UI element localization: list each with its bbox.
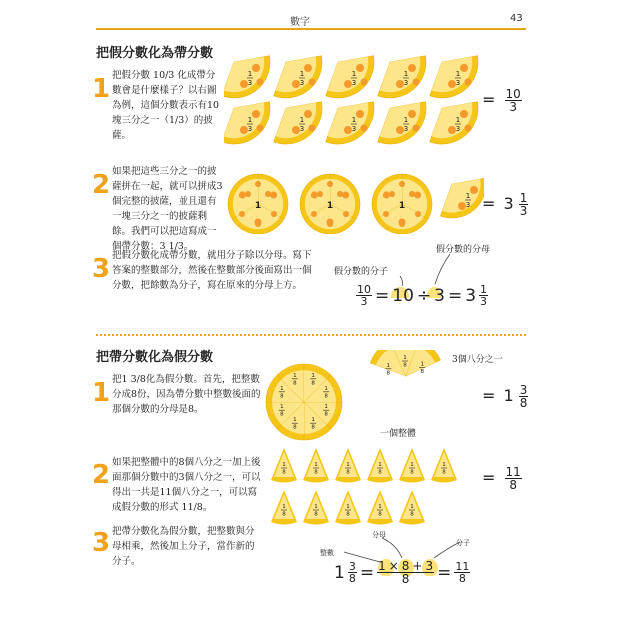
third-slice [378,102,426,144]
step-1-number: 1 [92,378,111,408]
dividend: 10 [392,285,414,306]
third-slice [326,56,374,98]
numerator: 10 [357,283,371,296]
step-3-text: 把假分數化成帶分數，就用分子除以分母。寫下答案的整數部分，然後在整數部分後面寫出一個分數，把餘數為分子，寫在原來的分母上方。 [112,250,312,291]
pepperoni [413,125,420,132]
eighth-slice [271,448,297,483]
equals-sign: = [375,285,390,306]
pepperoni [361,125,368,132]
slice-numerator: 1 [282,504,286,510]
eighth-slice [399,448,425,483]
fraction-three-eighths [519,384,529,409]
equals-sign: = [437,562,452,583]
equals-sign: = [482,90,496,109]
step-2-text: 如果把這些三分之一的披薩拼在一起，就可以拼成3個完整的披薩，並且還有一塊三分之一的披薩剩餘。我們可以把這寫成一個帶分數：3 1/3。 [112,166,223,252]
whole-label: 1 [254,201,262,211]
slice-denominator: 8 [314,469,318,476]
third-slice [378,56,426,98]
eighth-slice [367,448,393,483]
slice-numerator: 1 [346,504,350,510]
pepperoni [255,221,261,227]
slice-denominator: 3 [247,79,253,87]
third-slice [224,102,270,144]
slice-denominator: 3 [299,125,305,133]
pepperoni [252,110,260,118]
slice-numerator: 1 [351,70,357,78]
slice-denominator: 8 [293,424,297,431]
pepperoni [460,110,468,118]
pepperoni [270,192,277,199]
slice-numerator: 1 [247,70,253,78]
slice-denominator: 3 [403,125,409,133]
whole-factor: 1 [378,559,386,573]
slice-numerator: 1 [314,504,318,510]
equals-eleven-eighths [482,466,522,491]
fraction-one-third [519,192,529,217]
fraction-three-eighths [348,561,357,584]
slice-numerator: 1 [324,404,328,411]
slice-denominator: 8 [346,511,350,518]
slice-denominator: 8 [324,411,328,418]
step-3-number: 3 [92,254,111,284]
slice-denominator: 8 [386,370,391,377]
slice-denominator: 8 [346,469,350,476]
step-1-number: 1 [92,74,111,104]
numerator: 11 [455,560,470,573]
step-2-number: 2 [92,170,111,200]
pepperoni [415,211,421,217]
whole-label: 1 [398,201,406,211]
slice-denominator: 3 [247,125,253,133]
numerator: 11 [505,465,521,479]
pepperoni [327,221,333,227]
pepperoni [470,186,478,194]
slice-denominator: 8 [282,511,286,518]
pepperoni [245,191,251,197]
equals-sign: = [359,562,375,583]
pepperoni [414,192,421,199]
annotation-denominator: 分母 [372,531,386,539]
section-title-improper-to-mixed: 把假分數化為帶分數 [96,46,214,61]
third-slice [430,56,478,98]
denominator: 3 [360,295,368,308]
annotation-one-whole: 一個整體 [380,429,417,439]
pepperoni [271,211,277,217]
slice-numerator: 1 [282,462,286,468]
slice-numerator: 1 [465,192,471,200]
plus-sign: + [412,559,423,573]
annotation-whole-number: 整數 [320,549,334,557]
slice-denominator: 8 [282,469,286,476]
whole-label: 1 [326,201,334,211]
slice-denominator: 8 [314,511,318,518]
eighth-slice [431,448,457,483]
eighth-slice [303,490,329,525]
slice-numerator: 1 [346,462,350,468]
pepperoni [239,192,246,199]
pepperoni [383,192,390,199]
annotation-numerator: 分子 [456,539,470,547]
slice-numerator: 1 [410,462,414,468]
eighth-slice [271,490,297,525]
whole-number: 3 [465,285,477,306]
denominator: 3 [519,204,528,218]
slice-denominator: 8 [311,380,315,387]
mixed-to-improper-formula [334,560,470,585]
slice-denominator: 3 [455,125,461,133]
pepperoni [327,181,333,187]
slice-denominator: 3 [299,79,305,87]
slice-numerator: 1 [403,116,409,124]
pepperoni [252,64,260,72]
pepperoni [304,64,312,72]
third-slice [274,56,322,98]
denominator: 8 [348,572,356,585]
pepperoni [361,79,368,86]
slice-denominator: 3 [403,79,409,87]
whole-number: 3 [503,194,514,213]
pepperoni [311,192,318,199]
fraction-one-third [479,284,488,307]
pepperoni [317,191,323,197]
pepperoni [309,125,316,132]
section-divider [96,334,526,336]
slice-numerator: 1 [378,462,382,468]
pepperoni [383,211,389,217]
denominator: 8 [509,478,517,492]
denominator: 8 [458,572,466,585]
slice-numerator: 1 [247,116,253,124]
slice-denominator: 8 [311,424,315,431]
slice-denominator: 8 [442,469,446,476]
page-number: 43 [510,13,523,24]
step-3-text: 把帶分數化為假分數，把整數與分母相乘，然後加上分子，當作新的分子。 [112,526,255,567]
pepperoni [265,191,271,197]
equals-ten-thirds [482,88,522,113]
slice-denominator: 8 [280,411,284,418]
step-1-text: 把1 3/8化為假分數。首先，把整數分成8份，因為帶分數中整數後面的那個分數的分母是8。 [112,374,261,415]
computation-fraction [377,560,434,585]
slice-numerator: 1 [403,70,409,78]
slice-numerator: 1 [420,361,424,368]
slice-numerator: 1 [280,385,284,392]
pepperoni [239,211,245,217]
pepperoni [304,110,312,118]
denominator: 3 [480,295,488,308]
denominator: 8 [519,396,528,410]
eighth-slice [367,490,393,525]
denominator: 3 [509,100,517,114]
third-slice [430,102,478,144]
eighth-slice [303,448,329,483]
pepperoni [465,79,472,86]
pepperoni [389,191,395,197]
step-3-number: 3 [92,528,111,558]
slice-denominator: 3 [465,201,471,209]
slice-denominator: 8 [420,368,424,375]
slice-denominator: 8 [293,380,297,387]
pepperoni [356,64,364,72]
slice-numerator: 1 [410,504,414,510]
eighth-slice [335,490,361,525]
pepperoni [460,64,468,72]
whole-number: 1 [503,386,514,405]
slice-numerator: 1 [314,462,318,468]
equals-sign: = [482,468,496,487]
third-slice [440,178,484,218]
pepperoni [465,125,472,132]
slice-denominator: 8 [410,511,414,518]
equals-sign: = [447,285,463,306]
third-slice [274,102,322,144]
fraction-ten-thirds [356,284,372,307]
pepperoni [399,181,405,187]
slice-numerator: 1 [455,116,461,124]
slice-numerator: 1 [324,385,328,392]
numerator: 3 [519,383,528,397]
step-2-text: 如果把整體中的8個八分之一加上後面那個分數中的3個八分之一，可以得出一共是11個八分之一，可以寫成假分數的形式 11/8。 [112,457,261,513]
slice-numerator: 1 [280,404,284,411]
slice-numerator: 1 [293,417,297,424]
fraction-eleven-eighths [505,466,522,491]
pepperoni [343,211,349,217]
numerator: 1 [480,283,488,296]
divisor: 3 [434,285,445,306]
header-title: 數字 [290,17,310,28]
step-2-number: 2 [92,460,111,490]
slice-numerator: 1 [299,116,305,124]
slice-denominator: 8 [324,393,328,400]
whole-number: 1 [334,562,345,583]
annotation-three-eighths: 3個八分之一 [452,355,503,365]
equals-three-and-one-third [482,192,528,217]
slice-numerator: 1 [442,462,446,468]
slice-denominator: 3 [351,125,357,133]
section-title-mixed-to-improper: 把帶分數化為假分數 [96,350,214,365]
pepperoni [257,125,264,132]
slice-numerator: 1 [455,70,461,78]
pepperoni [408,110,416,118]
step-1-text: 把假分數 10/3 化成帶分數會是什麼樣子？以右圖為例，這個分數表示有10塊三分之一（1/3）的披薩。 [112,70,220,141]
pepperoni [356,110,364,118]
slice-numerator: 1 [293,372,297,379]
header-rule [96,28,526,30]
eighth-slice [399,490,425,525]
slice-numerator: 1 [299,70,305,78]
pepperoni [337,191,343,197]
pizza-eighths-illustration [264,350,474,530]
numerator: 10 [505,87,521,101]
numerator: 3 [348,560,356,573]
equals-sign: = [482,386,496,405]
pizza-thirds-illustration [224,54,484,234]
slice-denominator: 8 [280,393,284,400]
slice-numerator: 1 [403,355,407,362]
divide-sign: ÷ [416,285,432,306]
slice-denominator: 8 [378,469,382,476]
slice-numerator: 1 [351,116,357,124]
pepperoni [311,211,317,217]
eighth-slice [335,448,361,483]
slice-numerator: 1 [311,417,315,424]
pepperoni [257,79,264,86]
third-slice [326,102,374,144]
division-formula [356,284,488,307]
annotation-improper-denominator: 假分數的分母 [436,245,491,255]
pepperoni [399,221,405,227]
slice-denominator: 3 [351,79,357,87]
slice-numerator: 1 [311,372,315,379]
pepperoni [255,181,261,187]
times-sign: × [388,559,399,573]
slice-denominator: 8 [403,362,407,369]
slice-denominator: 8 [410,469,414,476]
denominator-factor: 8 [401,559,410,573]
slice-numerator: 1 [386,362,391,369]
equals-one-and-three-eighths [482,384,528,409]
computation-denominator: 8 [401,572,410,586]
slice-numerator: 1 [378,504,382,510]
pepperoni [409,191,415,197]
equals-sign: = [482,194,496,213]
third-slice [224,56,270,98]
annotation-improper-numerator: 假分數的分子 [334,267,389,277]
pepperoni [408,64,416,72]
numerator-addend: 3 [425,559,434,573]
slice-denominator: 8 [378,511,382,518]
numerator: 1 [519,191,528,205]
pepperoni [413,79,420,86]
pepperoni [342,192,349,199]
fraction-ten-thirds [505,88,522,113]
slice-denominator: 3 [455,79,461,87]
pepperoni [309,79,316,86]
fraction-eleven-eighths [454,561,470,584]
